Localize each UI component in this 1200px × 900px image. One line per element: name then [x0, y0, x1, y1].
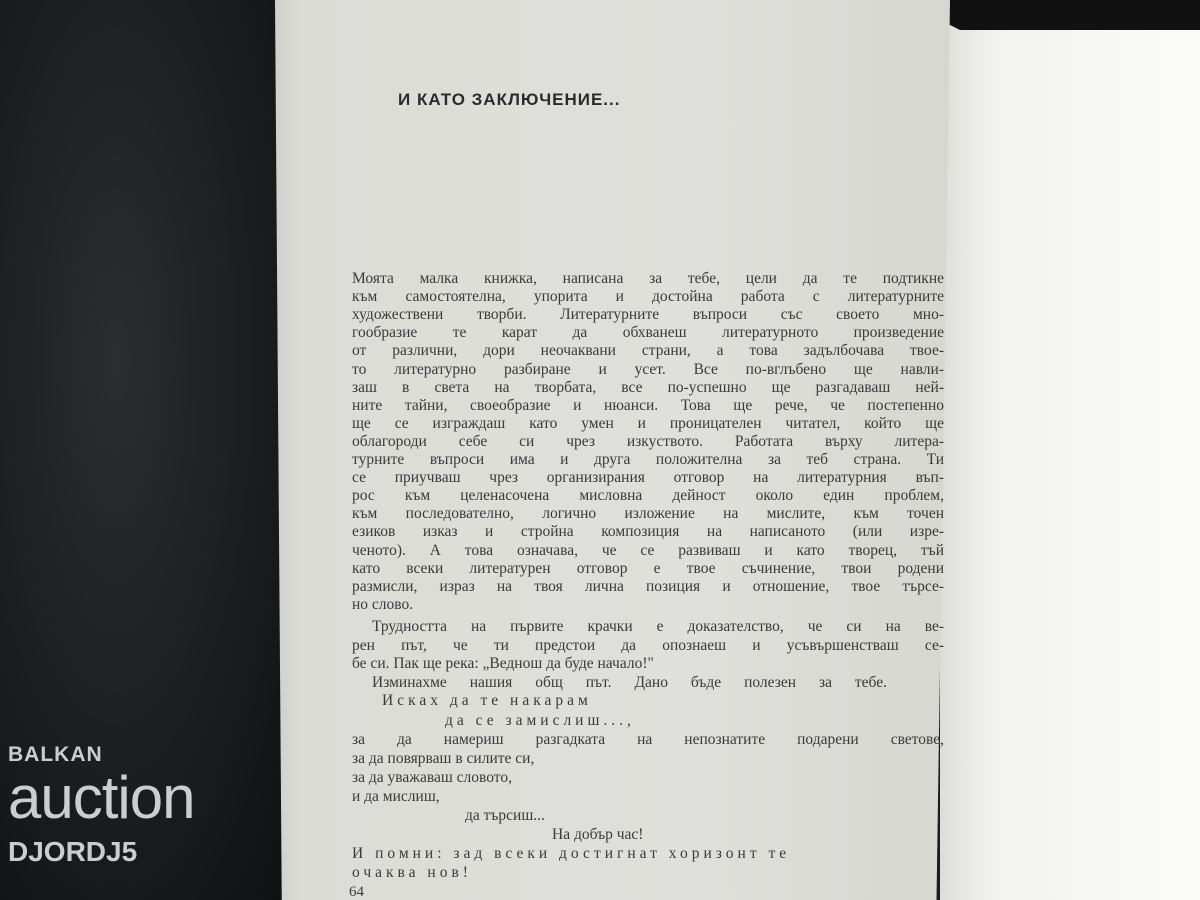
text-line: И помни: зад всеки достигнат хоризонт те — [352, 845, 791, 862]
text-line: гообразие те карат да обхванеш литературното произведение — [352, 324, 944, 341]
watermark-line2: auction — [8, 764, 195, 831]
text-line: облагороди себе си чрез изкуството. Работата върху литера- — [352, 433, 944, 450]
text-line: рос към целенасочена мисловна дейност около един проблем, — [352, 487, 944, 504]
text-line: Моята малка книжка, написана за тебе, цели да те подтикне — [352, 270, 944, 287]
text-line: да се замислиш..., — [445, 712, 635, 729]
text-line: се приучваш чрез организирания отговор на литературния въп- — [352, 469, 944, 486]
text-line: за да намериш разгадката на непознатите подарени светове, — [352, 731, 944, 748]
text-line: за да повярваш в силите си, — [352, 750, 535, 767]
text-line: то литературно разбиране и усет. Все по-вглъбено ще навли- — [352, 361, 944, 378]
text-line: На добър час! — [552, 826, 644, 843]
watermark-line3: DJORDJ5 — [8, 836, 138, 867]
text-line: Изминахме нашия общ път. Дано бъде полезен за тебе. — [372, 674, 887, 691]
text-line: към самостоятелна, упорита и достойна работа с литературните — [352, 288, 944, 305]
watermark-line1: BALKAN — [8, 743, 103, 766]
text-line: рен път, че ти предстои да опознаеш и усъвършенстваш се- — [352, 637, 944, 654]
text-line: бе си. Пак ще река: „Веднош да буде начало!" — [352, 655, 654, 672]
text-line: езиков изказ и стройна композиция на написаното (или изре- — [352, 523, 944, 540]
text-line: ченото). А това означава, че се развиваш и като творец, тъй — [352, 542, 944, 559]
text-line: и да мислиш, — [352, 788, 440, 805]
text-line: размисли, израз на твоя лична позиция и отношение, твое търсе- — [352, 578, 944, 595]
text-line: за да уважаваш словото, — [352, 769, 512, 786]
text-line: Трудността на първите крачки е доказателство, че си на ве- — [372, 618, 944, 635]
text-line: турните въпроси има и друга положителна за теб страна. Ти — [352, 451, 944, 468]
text-line: ните тайни, своеобразие и нюанси. Това ще рече, че постепенно — [352, 397, 944, 414]
text-line: като всеки литературен отговор е твое съчинение, твои родени — [352, 560, 944, 577]
text-line: към последователно, логично изложение на мислите, към точен — [352, 505, 944, 522]
chapter-title: И КАТО ЗАКЛЮЧЕНИЕ... — [398, 90, 621, 109]
text-line: художествени творби. Литературните въпроси със своето мно- — [352, 306, 944, 323]
text-line: очаква нов! — [352, 864, 472, 881]
text-line: но слово. — [352, 596, 414, 613]
text-line: ще се изграждаш като умен и проницателен читател, който ще — [352, 415, 944, 432]
page-number: 64 — [349, 884, 364, 900]
facing-page — [940, 0, 1200, 900]
text-line: заш в света на творбата, все по-успешно ще разгадаваш ней- — [352, 379, 944, 396]
text-line: да търсиш... — [465, 807, 545, 824]
text-line: от различни, дори неочаквани страни, а това задълбочава твое- — [352, 342, 944, 359]
text-line: Исках да те накарам — [382, 692, 592, 709]
